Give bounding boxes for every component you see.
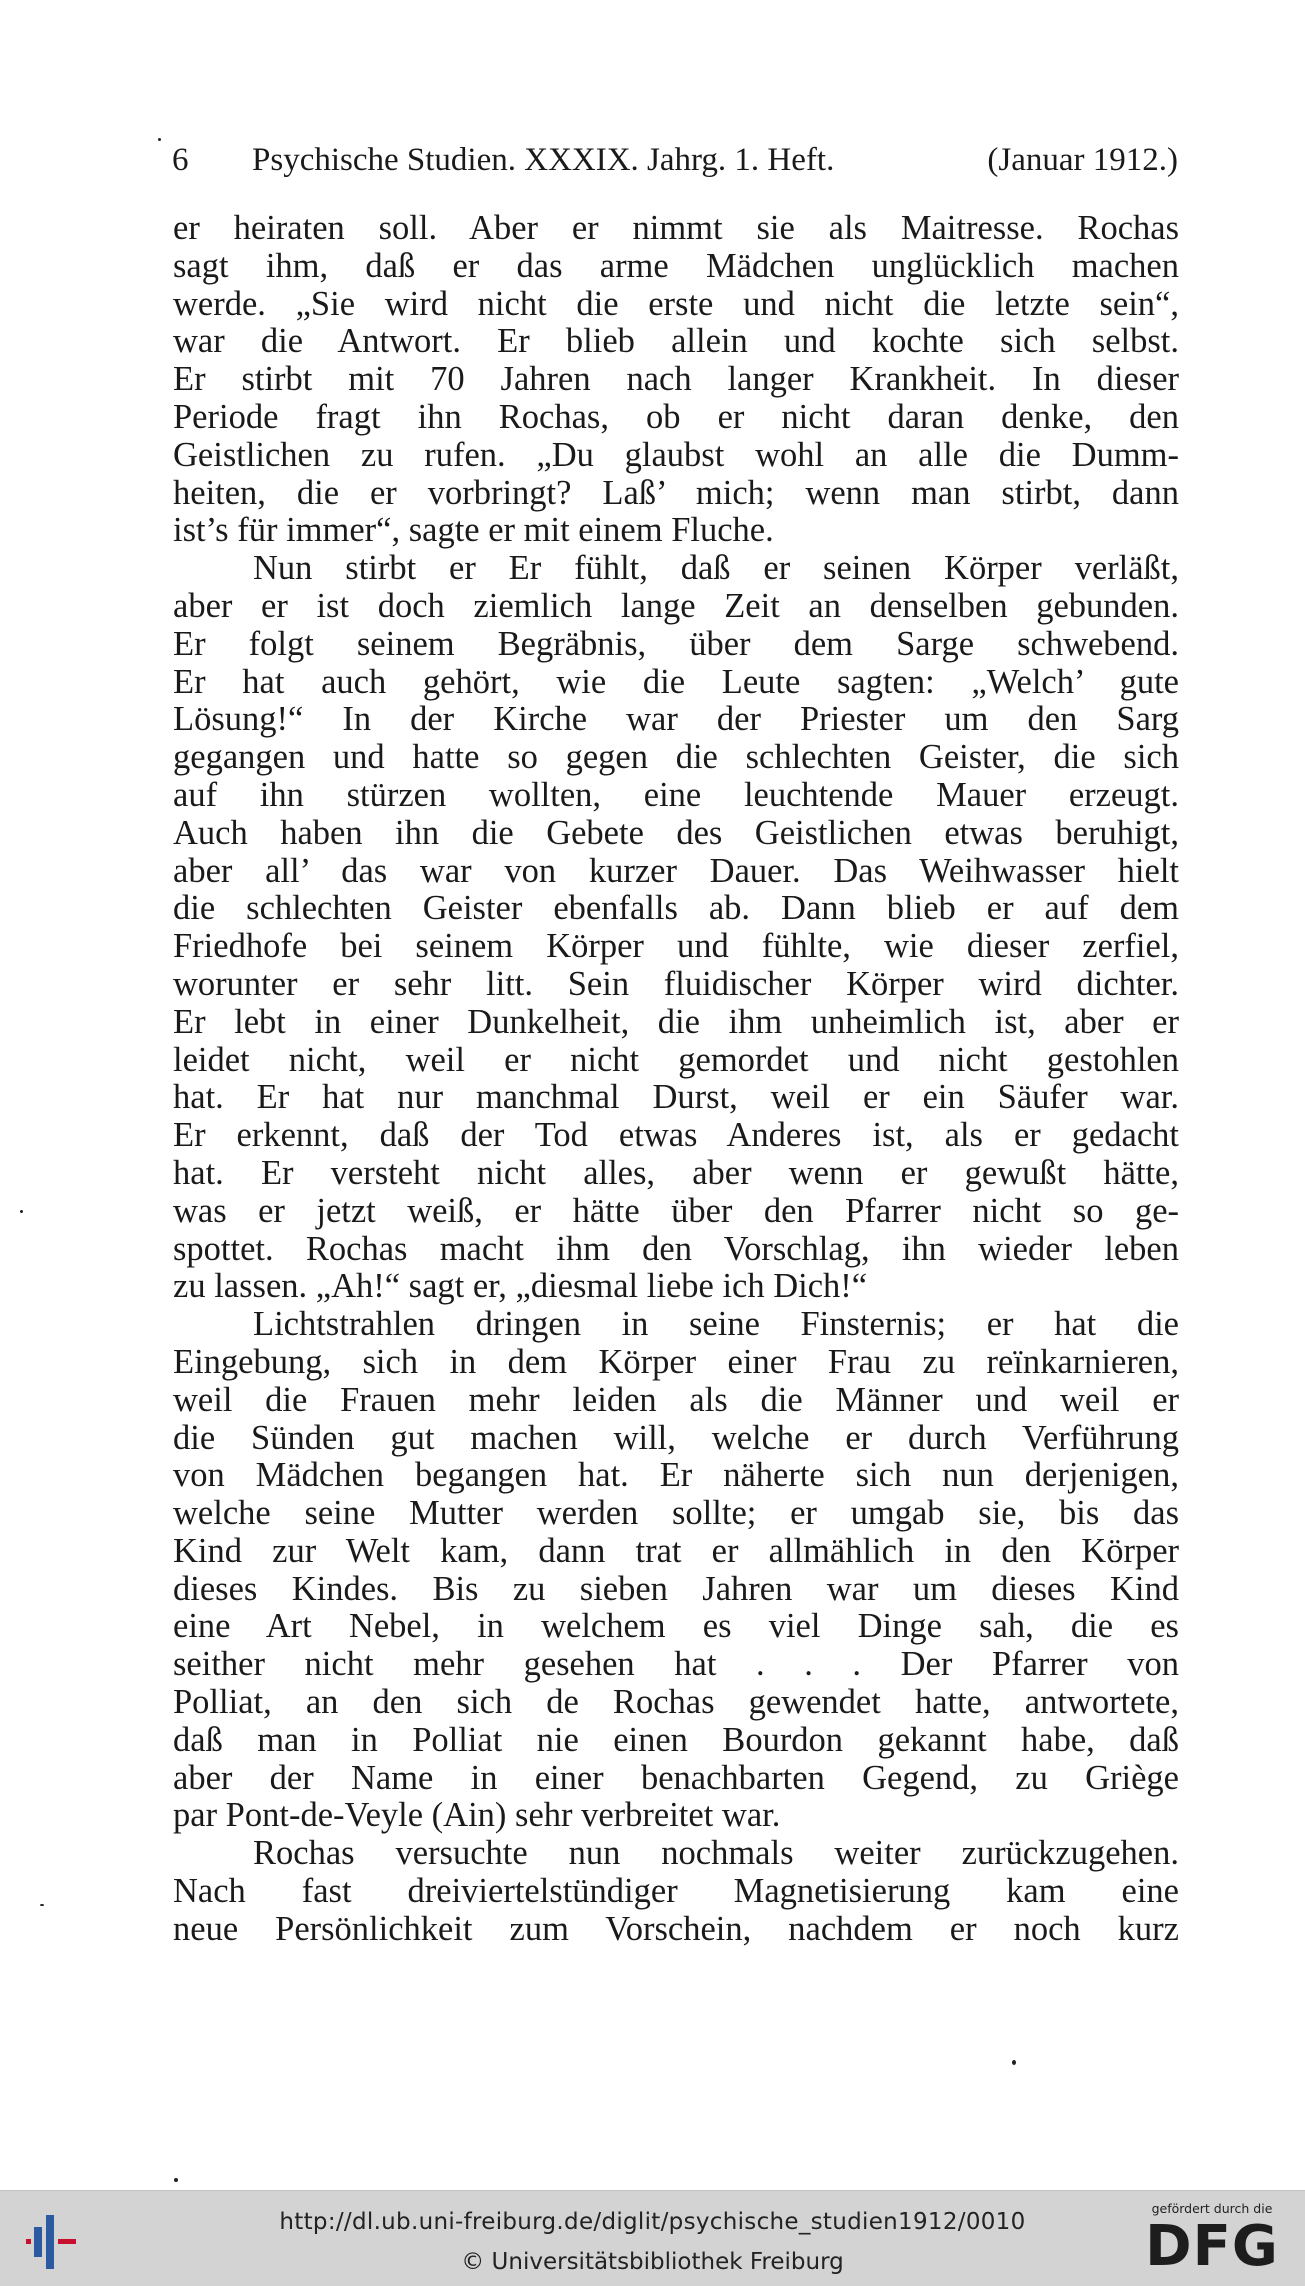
text-line: aber all’ das war von kurzer Dauer. Das Weihwasser hielt xyxy=(173,851,1179,890)
dfg-wordmark: DFG xyxy=(1145,2214,1279,2279)
sponsor-tagline: gefördert durch die xyxy=(1151,2201,1273,2216)
copyright-notice: © Universitätsbibliothek Freiburg xyxy=(461,2249,844,2275)
text-line: hat. Er versteht nicht alles, aber wenn er gewußt hätte, xyxy=(173,1153,1179,1192)
text-line: er heiraten soll. Aber er nimmt sie als Maitresse. Rochas xyxy=(173,209,1179,247)
text-line: was er jetzt weiß, er hätte über den Pfarrer nicht so ge- xyxy=(173,1191,1179,1230)
text-line: Friedhofe bei seinem Körper und fühlte, wie dieser zerfiel, xyxy=(173,927,1179,966)
text-line: gegangen und hatte so gegen die schlechten Geister, die sich xyxy=(173,738,1179,777)
text-line: hat. Er hat nur manchmal Durst, weil er ein Säufer war. xyxy=(173,1078,1179,1117)
text-line: welche seine Mutter werden sollte; er umgab sie, bis das xyxy=(173,1494,1179,1533)
text-line: par Pont-de-Veyle (Ain) sehr verbreitet war. xyxy=(173,1796,781,1835)
text-line: werde. „Sie wird nicht die erste und nicht die letzte sein“, xyxy=(173,284,1179,323)
scan-speck xyxy=(158,138,161,141)
text-line: Lösung!“ In der Kirche war der Priester um den Sarg xyxy=(173,700,1179,739)
text-line: die schlechten Geister ebenfalls ab. Dann blieb er auf dem xyxy=(173,889,1179,928)
text-line: auf ihn stürzen wollten, eine leuchtende Mauer erzeugt. xyxy=(173,775,1179,814)
page-number: 6 xyxy=(172,142,189,178)
text-line: Nach fast dreiviertelstündiger Magnetisierung kam eine xyxy=(173,1872,1179,1911)
text-line: aber er ist doch ziemlich lange Zeit an denselben gebunden. xyxy=(173,586,1179,625)
running-title: Psychische Studien. XXXIX. Jahrg. 1. Heft. xyxy=(252,142,835,178)
text-line: sagt ihm, daß er das arme Mädchen unglücklich machen xyxy=(173,246,1179,285)
text-line: eine Art Nebel, in welchem es viel Dinge sah, die es xyxy=(173,1607,1179,1646)
text-line: Periode fragt ihn Rochas, ob er nicht daran denke, den xyxy=(173,397,1179,436)
scan-speck xyxy=(1012,2060,1016,2065)
dfg-sponsor-logo xyxy=(1137,2201,1287,2279)
scan-speck xyxy=(20,1210,23,1213)
text-line: Er erkennt, daß der Tod etwas Anderes ist, als er gedacht xyxy=(173,1116,1179,1155)
viewer-footer xyxy=(0,2190,1305,2286)
text-line: weil die Frauen mehr leiden als die Männer und weil er xyxy=(173,1380,1179,1419)
issue-date: (Januar 1912.) xyxy=(987,142,1178,178)
text-line: leidet nicht, weil er nicht gemordet und nicht gestohlen xyxy=(173,1040,1179,1079)
text-line: Geistlichen zu rufen. „Du glaubst wohl an alle die Dumm- xyxy=(173,435,1179,474)
page-header xyxy=(172,138,1178,182)
text-line: die Sünden gut machen will, welche er durch Verführung xyxy=(173,1418,1179,1457)
text-line: Er stirbt mit 70 Jahren nach langer Krankheit. In dieser xyxy=(173,360,1179,399)
scan-speck xyxy=(40,1904,44,1906)
text-line: Kind zur Welt kam, dann trat er allmählich in den Körper xyxy=(173,1531,1179,1570)
text-line: neue Persönlichkeit zum Vorschein, nachdem er noch kurz xyxy=(173,1909,1179,1948)
text-line: ist’s für immer“, sagte er mit einem Fluche. xyxy=(173,511,774,550)
text-line: von Mädchen begangen hat. Er näherte sich nun derjenigen, xyxy=(173,1456,1179,1495)
text-line: Er folgt seinem Begräbnis, über dem Sarge schwebend. xyxy=(173,624,1179,663)
text-line: seither nicht mehr gesehen hat . . . Der Pfarrer von xyxy=(173,1645,1179,1684)
article-body xyxy=(173,210,1179,1949)
text-line: zu lassen. „Ah!“ sagt er, „diesmal liebe ich Dich!“ xyxy=(173,1267,868,1306)
text-line: Auch haben ihn die Gebete des Geistlichen etwas beruhigt, xyxy=(173,813,1179,852)
text-line: Er lebt in einer Dunkelheit, die ihm unheimlich ist, aber er xyxy=(173,1002,1179,1041)
text-line: Lichtstrahlen dringen in seine Finsternis; er hat die xyxy=(253,1305,1179,1344)
text-line: dieses Kindes. Bis zu sieben Jahren war um dieses Kind xyxy=(173,1569,1179,1608)
text-line: Eingebung, sich in dem Körper einer Frau zu reïnkarnieren, xyxy=(173,1342,1179,1381)
text-line: Nun stirbt er Er fühlt, daß er seinen Körper verläßt, xyxy=(253,549,1179,588)
text-line: aber der Name in einer benachbarten Gegend, zu Griège xyxy=(173,1758,1179,1797)
text-line: daß man in Polliat nie einen Bourdon gekannt habe, daß xyxy=(173,1720,1179,1759)
text-line: Er hat auch gehört, wie die Leute sagten: „Welch’ gute xyxy=(173,662,1179,701)
text-line: spottet. Rochas macht ihm den Vorschlag, ihn wieder leben xyxy=(173,1229,1179,1268)
scan-speck xyxy=(174,2178,178,2182)
document-url-link[interactable]: http://dl.ub.uni-freiburg.de/diglit/psychische_studien1912/0010 xyxy=(279,2209,1026,2235)
text-line: Polliat, an den sich de Rochas gewendet hatte, antwortete, xyxy=(173,1683,1179,1722)
text-line: worunter er sehr litt. Sein fluidischer Körper wird dichter. xyxy=(173,964,1179,1003)
text-line: Rochas versuchte nun nochmals weiter zurückzugehen. xyxy=(253,1834,1179,1873)
text-line: war die Antwort. Er blieb allein und kochte sich selbst. xyxy=(173,322,1179,361)
text-line: heiten, die er vorbringt? Laß’ mich; wenn man stirbt, dann xyxy=(173,473,1179,512)
